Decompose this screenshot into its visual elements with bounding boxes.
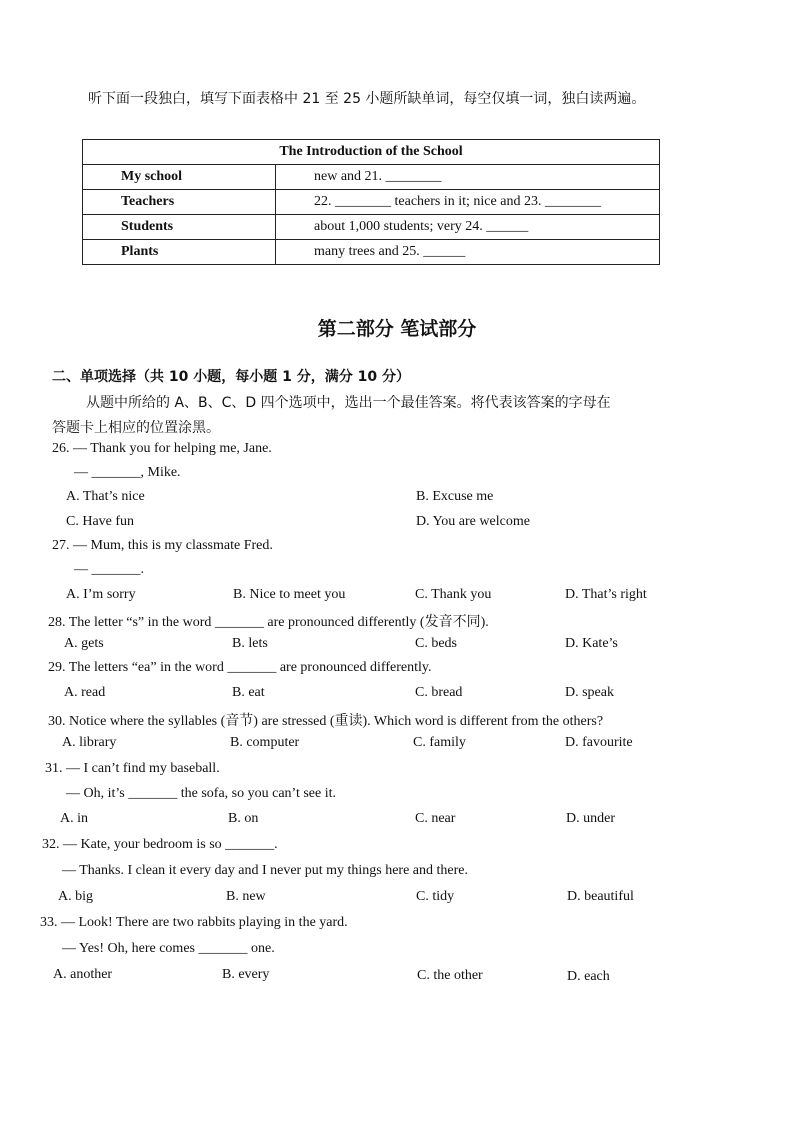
question-32-stem: 32. — Kate, your bedroom is so _______.	[42, 837, 278, 852]
question-29-option-a: A. read	[64, 685, 106, 700]
question-33-option-b: B. every	[222, 967, 270, 982]
question-26-option-a: A. That’s nice	[66, 489, 145, 504]
question-31-option-c: C. near	[415, 811, 456, 826]
question-26-stem: 26. — Thank you for helping me, Jane.	[52, 441, 272, 456]
question-32-stem2: — Thanks. I clean it every day and I never put my things here and there.	[62, 863, 468, 878]
question-31-option-d: D. under	[566, 811, 615, 826]
question-28-option-d: D. Kate’s	[565, 636, 618, 651]
question-30-option-c: C. family	[413, 735, 466, 750]
question-26-stem2: — _______, Mike.	[74, 465, 181, 480]
row-label: Students	[83, 215, 276, 240]
table-row	[83, 240, 660, 265]
question-33-option-a: A. another	[53, 967, 113, 982]
question-26-option-d: D. You are welcome	[416, 514, 530, 529]
question-33-option-c: C. the other	[417, 968, 483, 983]
question-31-option-a: A. in	[60, 811, 88, 826]
question-28-option-b: B. lets	[232, 636, 268, 651]
question-27-option-d: D. That’s right	[565, 587, 647, 602]
question-33-stem: 33. — Look! There are two rabbits playing in the yard.	[40, 915, 348, 930]
question-29-option-d: D. speak	[565, 685, 614, 700]
part2-title: 第二部分 笔试部分	[317, 318, 477, 340]
question-29-option-c: C. bread	[415, 685, 463, 700]
table-title: The Introduction of the School	[83, 140, 660, 165]
question-28-option-c: C. beds	[415, 636, 457, 651]
question-27-option-a: A. I’m sorry	[66, 587, 136, 602]
question-30-option-b: B. computer	[230, 735, 300, 750]
question-33-stem2: — Yes! Oh, here comes _______ one.	[62, 941, 275, 956]
table-title-row	[83, 140, 660, 165]
school-intro-table	[82, 139, 660, 265]
row-label: Plants	[83, 240, 276, 265]
question-26-option-c: C. Have fun	[66, 514, 135, 529]
question-27-option-b: B. Nice to meet you	[233, 587, 346, 602]
question-31-option-b: B. on	[228, 811, 259, 826]
section-instruction-line1: 从题中所给的 A、B、C、D 四个选项中，选出一个最佳答案。将代表该答案的字母在	[86, 395, 611, 411]
table-row	[83, 215, 660, 240]
question-32-option-d: D. beautiful	[567, 889, 634, 904]
table-row	[83, 165, 660, 190]
question-29-stem: 29. The letters “ea” in the word _______ are pronounced differently.	[48, 660, 432, 675]
question-32-option-c: C. tidy	[416, 889, 455, 904]
question-26-option-b: B. Excuse me	[416, 489, 494, 504]
question-31-stem: 31. — I can’t find my baseball.	[45, 761, 220, 776]
question-28-option-a: A. gets	[64, 636, 104, 651]
question-30-stem: 30. Notice where the syllables (音节) are stressed (重读). Which word is different from the others?	[48, 714, 604, 729]
question-33-option-d: D. each	[567, 969, 610, 984]
listening-instruction: 听下面一段独白，填写下面表格中 21 至 25 小题所缺单词，每空仅填一词，独白读两遍。	[88, 91, 646, 107]
section-title: 二、单项选择（共 10 小题，每小题 1 分，满分 10 分）	[52, 369, 410, 385]
question-27-option-c: C. Thank you	[415, 587, 492, 602]
row-label: My school	[83, 165, 276, 190]
question-30-option-d: D. favourite	[565, 735, 633, 750]
question-30-option-a: A. library	[62, 735, 117, 750]
row-value: new and 21. ________	[276, 165, 660, 190]
row-label: Teachers	[83, 190, 276, 215]
table-row	[83, 190, 660, 215]
row-value: about 1,000 students; very 24. ______	[276, 215, 660, 240]
question-27-stem2: — _______.	[74, 562, 144, 577]
row-value: many trees and 25. ______	[276, 240, 660, 265]
question-31-stem2: — Oh, it’s _______ the sofa, so you can’t see it.	[66, 786, 336, 801]
row-value: 22. ________ teachers in it; nice and 23. ________	[276, 190, 660, 215]
question-32-option-b: B. new	[226, 889, 266, 904]
question-32-option-a: A. big	[58, 889, 93, 904]
section-instruction-line2: 答题卡上相应的位置涂黑。	[52, 420, 220, 436]
question-29-option-b: B. eat	[232, 685, 265, 700]
question-27-stem: 27. — Mum, this is my classmate Fred.	[52, 538, 273, 553]
question-28-stem: 28. The letter “s” in the word _______ are pronounced differently (发音不同).	[48, 615, 489, 630]
